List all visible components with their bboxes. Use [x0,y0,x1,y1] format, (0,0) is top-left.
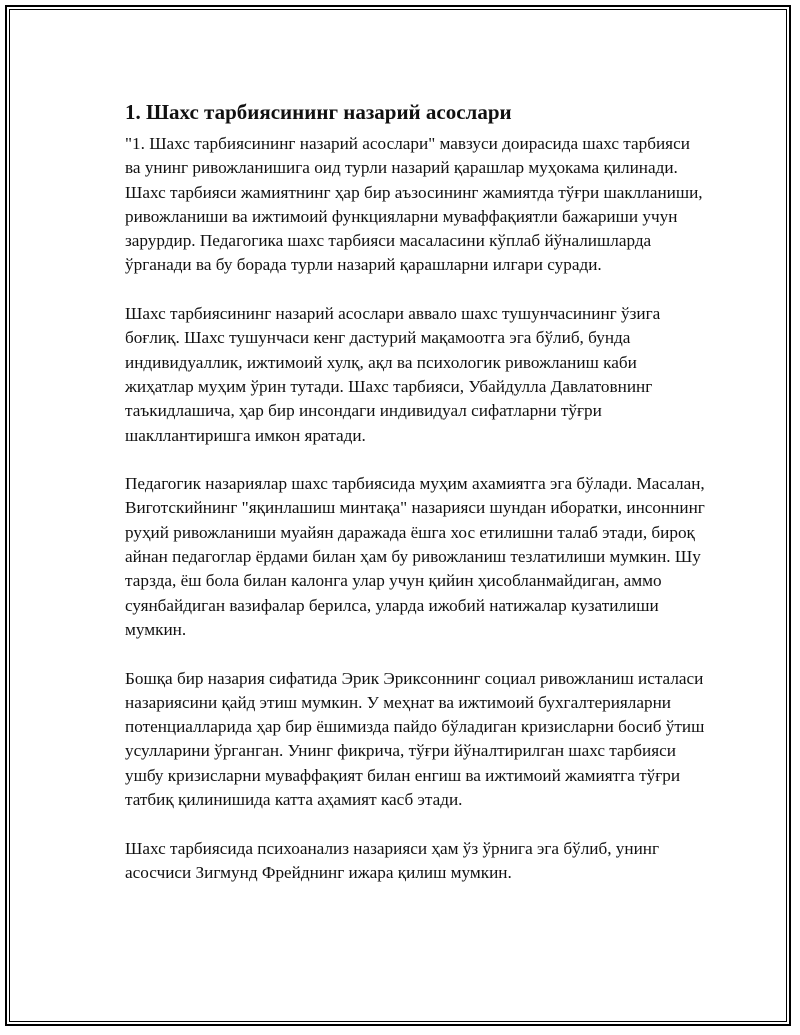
document-title: 1. Шахс тарбиясининг назарий асослари [125,100,512,124]
paragraph-1: "1. Шахс тарбиясининг назарий асослари" мавзуси доирасида шахс тарбияси ва унинг ривожланишига оид турли назарий қарашлар муҳокама қилинади. Шахс тарбияси жамиятнинг ҳар бир аъзосининг жамиятда тўғри шаклланиши, ривожланиши ва ижтимоий функцияларни муваффақиятли бажариши учун зарурдир. Педагогика шахс тарбияси масаласини кўплаб йўналишларда ўрганади ва бу борада турли назарий қарашларни илгари суради. [125,134,703,275]
paragraph-2: Шахс тарбиясининг назарий асослари аввало шахс тушунчасининг ўзига боғлиқ. Шахс тушунчаси кенг дастурий мақамоотга эга бўлиб, бунда индивидуаллик, ижтимоий хулқ, ақл ва психологик ривожланиш каби жиҳатлар муҳим ўрин тутади. Шахс тарбияси, Убайдулла Давлатовнинг таъкидлашича, ҳар бир инсондаги индивидуал сифатларни тўғри шакллантиришга имкон яратади. [125,304,661,445]
paragraph-5: Шахс тарбиясида психоанализ назарияси ҳам ўз ўрнига эга бўлиб, унинг асосчиси Зигмунд Фрейднинг ижара қилиш мумкин. [125,838,660,882]
paragraph-4: Бошқа бир назария сифатида Эрик Эриксоннинг социал ривожланиш исталаси назариясини қайд этиш мумкин. У меҳнат ва ижтимоий бухгалтерияларни потенциалларида ҳар бир ёшимизда пайдо бўладиган кризисларни босиб ўтиш усулларини ўрганган. Унинг фикрича, тўғри йўналтирилган шахс тарбияси ушбу кризисларни муваффақият билан енгиш ва ижтимоий жамиятга тўғри татбиқ қилинишида катта аҳамият касб этади. [125,668,705,810]
paragraph-3: Педагогик назариялар шахс тарбиясида муҳим ахамиятга эга бўлади. Масалан, Виготскийнинг "яқинлашиш минтақа" назарияси шундан иборатки, инсоннинг руҳий ривожланиши муайян даражада ёшга хос етилишни талаб этади, бироқ айнан педагоглар ёрдами билан ҳам бу ривожланиш тезлатилиши мумкин. Шу тарзда, ёш бола билан калонга улар учун қийин ҳисобланмайдиган, аммо суянбайдиган вазифалар берилса, уларда ижобий натижалар кузатилиши мумкин. [125,474,705,639]
document-body [125,98,705,910]
page-frame [5,5,791,1026]
